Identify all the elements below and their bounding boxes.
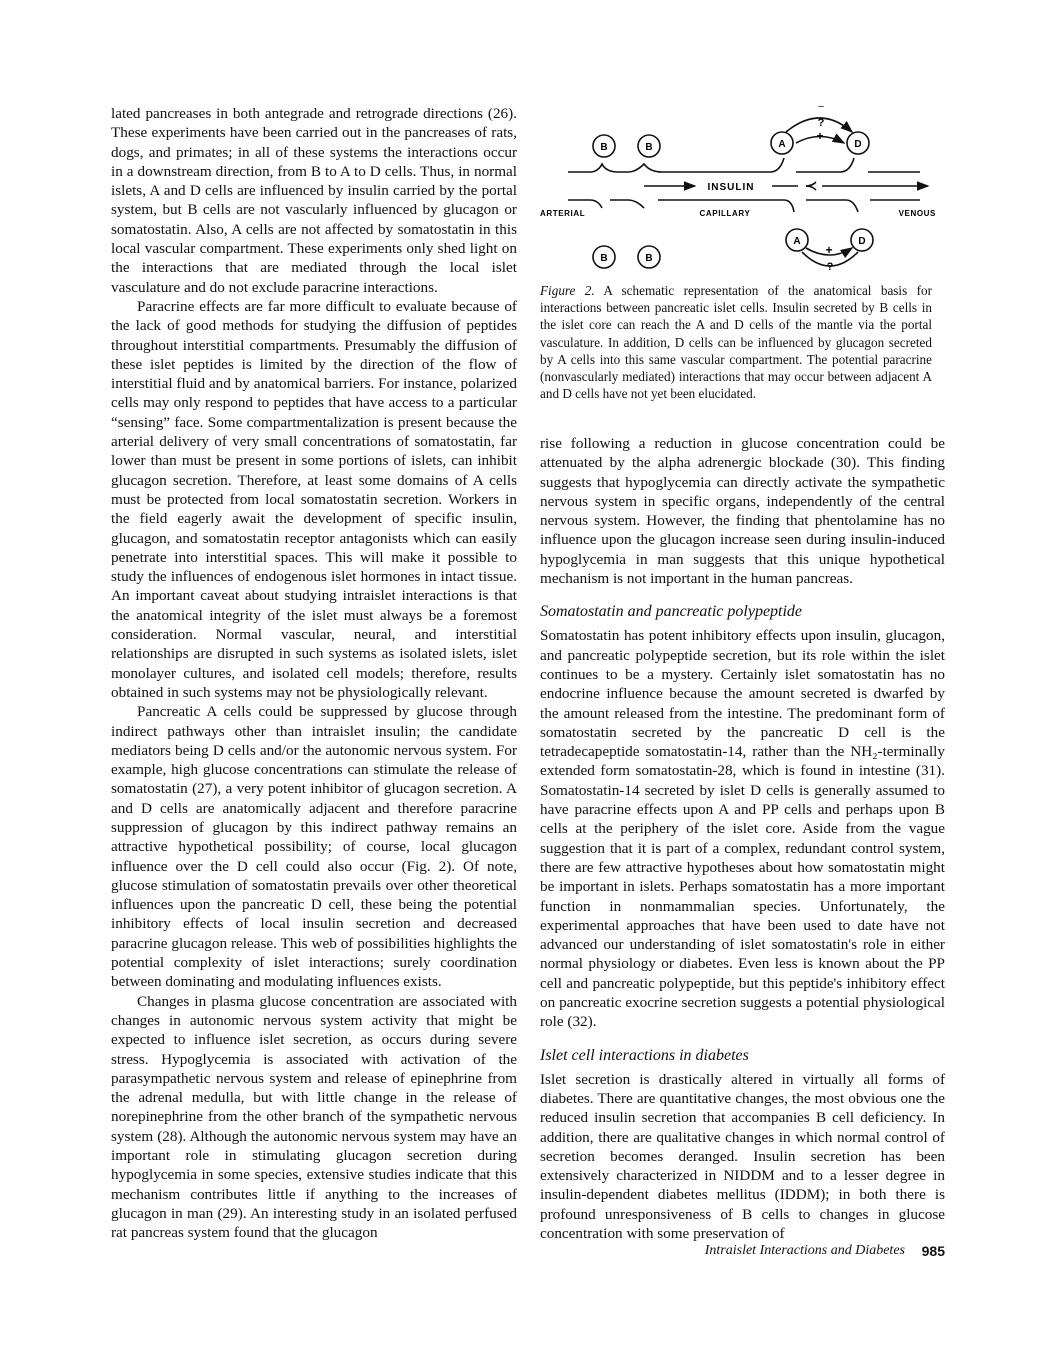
paragraph: Pancreatic A cells could be suppressed by glucose through indirect pathways other than intraislet insulin; the candidate mediators being D cells and/or the autonomic nervous system. For example, high glucose concentrations can stimulate the release of somatostatin (27), a very potent inhibitor of glucagon secretion. A and D cells are anatomically adjacent and therefore paracrine suppression of glucagon by this indirect pathway remains an attractive hypothetical possibility; of course, local glucagon influence over the D cell could also occur (Fig. 2). Of note, glucose stimulation of somatostatin prevails over other theoretical influences upon the pancreatic D cell, these being the potential inhibitory effects of local insulin secretion and decreased paracrine glucagon release. This web of possibilities highlights the potential complexity of islet interactions; surely coordination between dominating and modulating influences exists.: [111, 703, 517, 991]
figure-caption-text: A schematic representation of the anatomical basis for interactions between pancreatic islet cells. Insulin secreted by B cells in the islet core can reach the A and D cells of the mantle via the portal vasculature. In addition, D cells can be influenced by glucagon secreted by A cells into this same vascular compartment. The potential paracrine (nonvascularly mediated) interactions that may occur between adjacent A and D cells have not yet been elucidated.: [540, 283, 932, 402]
arterial-label: ARTERIAL: [540, 209, 586, 218]
question-mark: ?: [817, 117, 825, 129]
paragraph: Paracrine effects are far more difficult to evaluate because of the lack of good methods for studying the diffusion of peptides throughout interstitial compartments. Presumably the diffusion of these islet peptides is limited by the direction of the flow of interstitial fluid and by anatomical barriers. For instance, polarized cells may only respond to peptides that have access to a particular “sensing” face. Some compartmentalization is present because the arterial delivery of very small concentrations of somatostatin, far lower than must be present in some portions of islets, can inhibit glucagon secretion. Therefore, at least some domains of A cells must be protected from local somatostatin secretion. Workers in the field eagerly await the development of specific insulin, glucagon, and somatostatin receptor antagonists which can easily penetrate into interstitial spaces. This will make it possible to study the influences of endogenous islet hormones in intact tissue. An important caveat about studying intraislet interactions is that the anatomical integrity of the islet must always be a foremost consideration. Normal vascular, neural, and interstitial relationships are disrupted in such systems as isolated islets, islet monolayer cultures, and isolated cell models; therefore, results obtained in such systems may not be physiologically relevant.: [111, 297, 517, 701]
section-heading: Islet cell interactions in diabetes: [540, 1046, 749, 1064]
page-number: 985: [921, 1243, 945, 1259]
capillary-label: CAPILLARY: [699, 209, 751, 218]
question-mark: ?: [826, 261, 834, 272]
running-title: Intraislet Interactions and Diabetes: [704, 1243, 905, 1258]
cell-label: D: [858, 236, 866, 247]
paragraph: Islet secretion is drastically altered in virtually all forms of diabetes. There are quantitative changes, the most obvious one the reduced insulin secretion that accompanies B cell deficiency. In addition, there are qualitative changes in which normal control of secretion becomes deranged. Insulin secretion has been extensively characterized in NIDDM and to a lesser degree in insulin-dependent diabetes mellitus (IDDM); in both there is profound unresponsiveness of B cells to changes in glucose concentration with some preservation of: [540, 1070, 945, 1242]
paragraph: lated pancreases in both antegrade and retrograde directions (26). These experiments have been carried out in the pancreases of rats, dogs, and primates; in all of these systems the interactions occur in a downstream direction, from B to A to D cells. Thus, in normal islets, A and D cells are influenced by insulin carried by the portal system, but B cells are not vascularly influenced by glucagon or somatostatin. Also, A cells are not affected by somatostatin in this local vascular compartment. These experiments only shed light on the interactions that are mediated through the local islet vasculature and do not exclude paracrine interactions.: [111, 105, 517, 296]
cell-label: A: [778, 139, 786, 150]
figure-caption: [540, 282, 932, 402]
cell-label: D: [854, 139, 862, 150]
islet-schematic-diagram: [540, 100, 945, 272]
venous-label: VENOUS: [898, 209, 936, 218]
paragraph: Changes in plasma glucose concentration are associated with changes in autonomic nervous system activity that might be expected to influence islet secretion, as occurs during severe stress. Hypoglycemia is associated with activation of the parasympathetic nervous system and release of epinephrine from the adrenal medulla, but with little change in the release of norepinephrine from the other branch of the sympathetic nervous system (28). Although the autonomic nervous system may have an important role in stimulating glucagon secretion during hypoglycemia in some species, extensive studies indicate that this mechanism contributes little if anything to the increases of glucagon in man (29). An interesting study in an isolated perfused rat pancreas system found that the glucagon: [111, 992, 517, 1242]
insulin-label: INSULIN: [707, 182, 755, 193]
paragraph: rise following a reduction in glucose concentration could be attenuated by the alpha adrenergic blockade (30). This finding suggests that hypoglycemia can directly activate the sympathetic nervous system in specific organs, independently of the central nervous system. However, the finding that phentolamine has no influence upon the glucagon increase seen during insulin-induced hypoglycemia in man suggests that this unique hypothetical mechanism is not important in the human pancreas.: [540, 435, 945, 588]
plus-sign: +: [825, 243, 833, 257]
left-column: [111, 104, 517, 1243]
cell-label: A: [793, 236, 801, 247]
cell-label: B: [600, 142, 608, 153]
cell-label: B: [600, 253, 608, 264]
section-heading: Somatostatin and pancreatic polypeptide: [540, 603, 803, 621]
paragraph: Somatostatin has potent inhibitory effects upon insulin, glucagon, and pancreatic polypeptide secretion, but its role within the islet continues to be a mystery. Certainly islet somatostatin has no endocrine influence because the amount secreted is dwarfed by the amount released from the intestine. The predominant form of somatostatin secreted by the pancreatic D cell is the tetradecapeptide somatostatin-14, rather than the NH₂-terminally extended form somatostatin-28, which is found in intestine (31). Somatostatin-14 secreted by islet D cells is generally assumed to have paracrine effects upon A and PP cells and perhaps upon B cells at the periphery of the islet core. Aside from the vague suggestion that it is part of a complex, redundant control system, there are few attractive hypotheses about how somatostatin might be important in islets. Perhaps somatostatin has a more important function in nonmammalian species. Unfortunately, the experimental approaches that have been used to date have not advanced our understanding of islet somatostatin's role in either normal physiology or diabetes. Even less is known about the PP cell and pancreatic polypeptide, but this peptide's inhibitory effect on pancreatic exocrine secretion suggests a potential physiological role (32).: [540, 627, 945, 1031]
figure-2: [540, 100, 945, 402]
cell-label: B: [645, 142, 653, 153]
plus-sign: +: [816, 129, 824, 143]
figure-caption-label: Figure 2.: [540, 283, 595, 298]
right-column: [540, 434, 945, 1243]
minus-sign: –: [818, 101, 824, 112]
cell-label: B: [645, 253, 653, 264]
